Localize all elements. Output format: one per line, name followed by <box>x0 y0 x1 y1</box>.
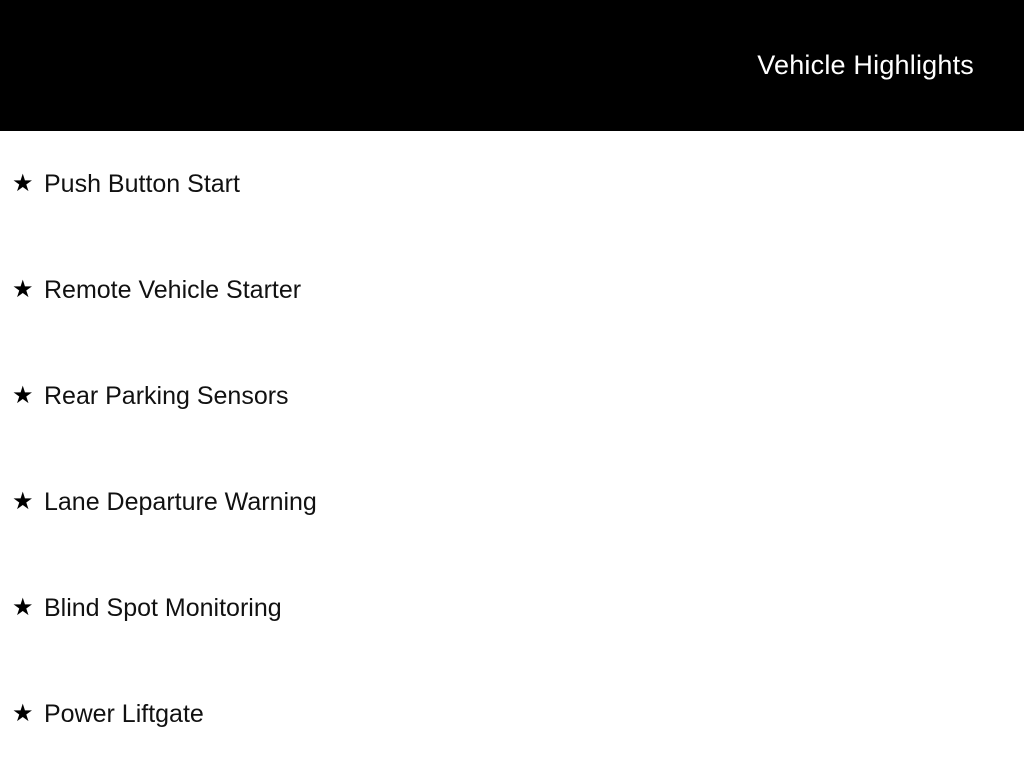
highlight-label: Remote Vehicle Starter <box>44 275 302 304</box>
list-item <box>0 555 1024 661</box>
header-bar <box>0 0 1024 131</box>
list-item <box>0 237 1024 343</box>
list-item <box>0 131 1024 237</box>
highlight-label: Blind Spot Monitoring <box>44 593 282 622</box>
star-icon: ★ <box>12 700 34 727</box>
list-item <box>0 449 1024 555</box>
page-title: Vehicle Highlights <box>757 50 974 80</box>
star-icon: ★ <box>12 170 34 197</box>
star-icon: ★ <box>12 594 34 621</box>
list-item <box>0 343 1024 449</box>
highlight-label: Power Liftgate <box>44 699 204 728</box>
star-icon: ★ <box>12 276 34 303</box>
highlight-label: Push Button Start <box>44 169 240 198</box>
star-icon: ★ <box>12 488 34 515</box>
highlight-label: Lane Departure Warning <box>44 487 317 516</box>
vehicle-highlights-list <box>0 131 1024 767</box>
list-item <box>0 661 1024 767</box>
star-icon: ★ <box>12 382 34 409</box>
highlight-label: Rear Parking Sensors <box>44 381 289 410</box>
